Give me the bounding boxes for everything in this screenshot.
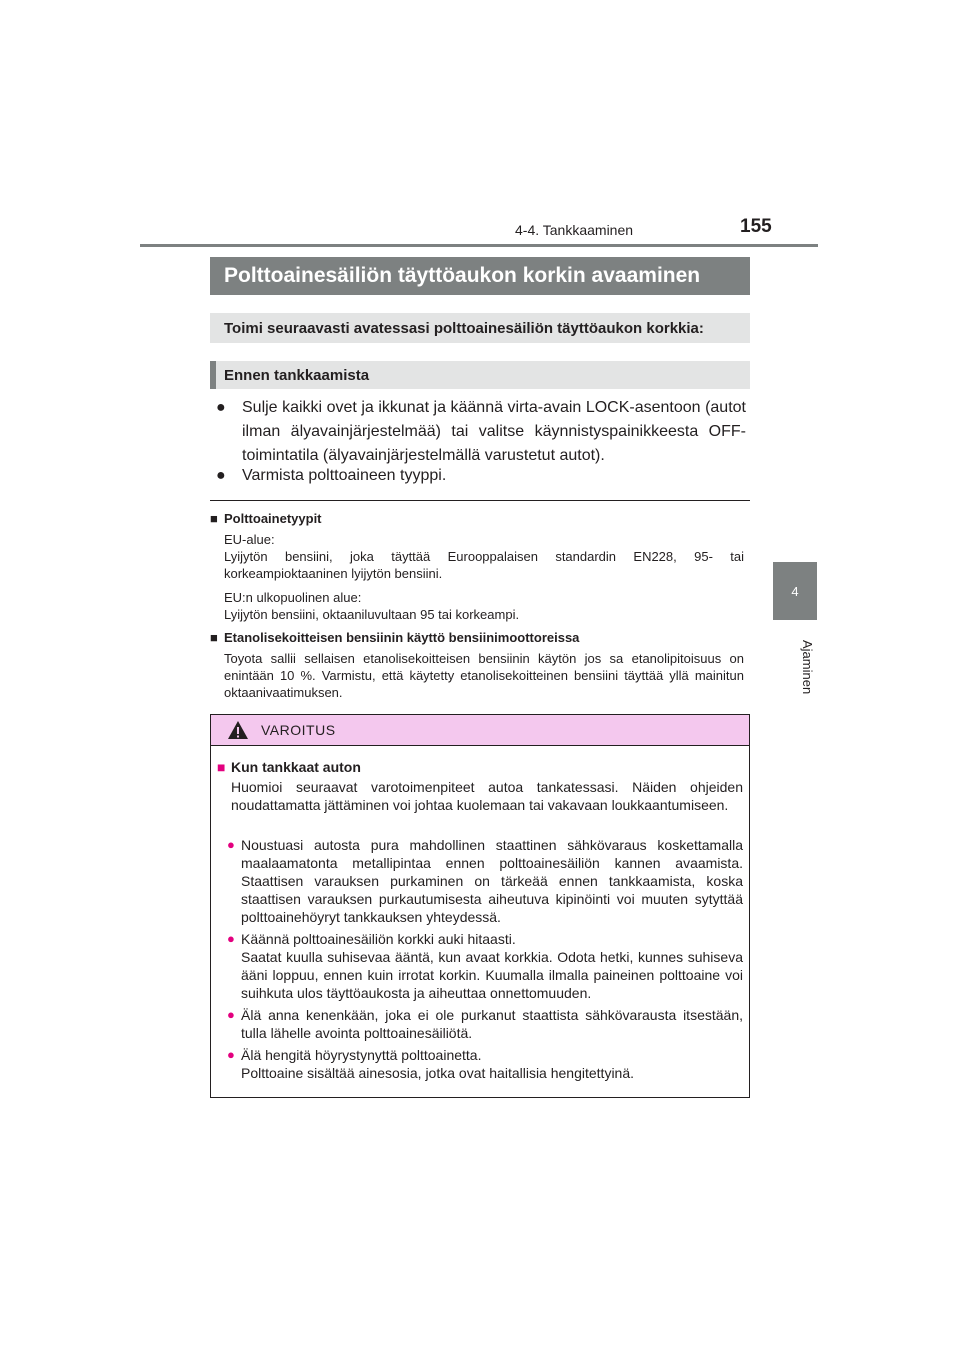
warning-title: VAROITUS	[261, 722, 336, 738]
bullet-icon: ●	[216, 399, 226, 416]
before-refuel-heading-bar	[210, 361, 750, 389]
section-divider	[210, 500, 750, 501]
warning-item	[227, 1046, 743, 1082]
fuel-types-heading	[210, 510, 750, 527]
warning-triangle-icon	[227, 720, 249, 740]
list-item-text: Varmista polttoaineen tyyppi.	[242, 467, 447, 484]
square-bullet-icon: ■	[210, 511, 218, 526]
page-title: Polttoainesäiliön täyttöaukon korkin avaaminen	[224, 264, 701, 287]
warning-intro: Huomioi seuraavat varotoimenpiteet autoa tankatessasi. Näiden ohjeiden noudattamatta jättäminen voi johtaa kuolemaan tai vakavaan loukkaantumiseen.	[231, 779, 743, 813]
bullet-icon: ●	[216, 467, 226, 484]
bullet-icon: ●	[227, 1047, 235, 1062]
warning-item	[227, 836, 743, 926]
title-banner	[210, 257, 750, 295]
intro-text: Toimi seuraavasti avatessasi polttoainesäiliön täyttöaukon korkkia:	[224, 319, 704, 337]
before-refuel-heading: Ennen tankkaamista	[224, 366, 370, 384]
list-item-text: Sulje kaikki ovet ja ikkunat ja käännä virta-avain LOCK-asentoon (autot ilman älyavainjärjestelmää) tai valitse käynnistyspainikkeesta OFF-toimintatila (älyavainjärjestelmällä varustetut autot).	[242, 399, 746, 464]
ethanol-text: Toyota sallii sellaisen etanolisekoitteisen bensiinin käytön jos sa etanolipitoisuus on enintään 10 %. Varmistu, että käytetty etanolisekoitteinen bensiini täyttää yllä mainitun oktaanivaatimuksen.	[224, 651, 744, 700]
chapter-label: Ajaminen	[800, 640, 815, 695]
warning-box	[210, 714, 750, 1098]
warning-item-text: Käännä polttoainesäiliön korkki auki hitaasti. Saatat kuulla suhisevaa ääntä, kun avaat korkkia. Odota hetki, kunnes suhiseva ääni loppuu, ennen kuin irrotat korkin. Kuumalla ilmalla paineinen polttoaine voi suihkuta ulos täyttöaukosta ja aiheuttaa onnettomuuden.	[241, 931, 743, 1001]
warning-subheading-text: Kun tankkaat auton	[231, 759, 361, 775]
warning-header	[211, 715, 749, 746]
square-bullet-icon: ■	[217, 759, 226, 775]
bullet-icon: ●	[227, 931, 235, 946]
page-number: 155	[740, 216, 772, 237]
chapter-tab: 4	[773, 562, 817, 620]
fuel-types-eu: EU-alue: Lyijytön bensiini, joka täyttää Eurooppalaisen standardin EN228, 95- tai korkeampioktaaninen lyijytön bensiini.	[224, 532, 744, 581]
warning-item	[227, 930, 743, 1002]
warning-subheading	[217, 758, 743, 776]
bullet-icon: ●	[227, 1007, 235, 1022]
section-label: 4-4. Tankkaaminen	[515, 222, 634, 238]
intro-bar	[210, 313, 750, 343]
warning-item-text: Älä anna kenenkään, joka ei ole purkanut staattista sähkövarausta itsestään, tulla lähelle avointa polttoainesäiliötä.	[241, 1007, 743, 1041]
header-divider	[140, 244, 818, 247]
fuel-types-non-eu: EU:n ulkopuolinen alue: Lyijytön bensiini, oktaaniluvultaan 95 tai korkeampi.	[224, 590, 520, 622]
square-bullet-icon: ■	[210, 630, 218, 645]
bullet-icon: ●	[227, 837, 235, 852]
ethanol-title: Etanolisekoitteisen bensiinin käyttö bensiinimoottoreissa	[224, 630, 580, 645]
fuel-types-title: Polttoainetyypit	[224, 511, 322, 526]
list-item	[216, 396, 746, 468]
warning-item-text: Noustuasi autosta pura mahdollinen staattinen sähkövaraus koskettamalla maalaamatonta metallipintaa ennen polttoainesäiliön kannen avaamista. Staattisen varauksen purkaminen on tärkeää ennen tankkaamista, koska staattisen varauksen purkautumisesta aiheutuva kipinöinti voi muuten sytyttää polttoainehöyryt tankkauksen yhteydessä.	[241, 837, 743, 925]
warning-item	[227, 1006, 743, 1042]
warning-item-text: Älä hengitä höyrystynyttä polttoainetta. Polttoaine sisältää ainesosia, jotka ovat haitallisia hengitettyinä.	[241, 1047, 635, 1081]
list-item	[216, 464, 746, 488]
ethanol-heading	[210, 629, 750, 646]
